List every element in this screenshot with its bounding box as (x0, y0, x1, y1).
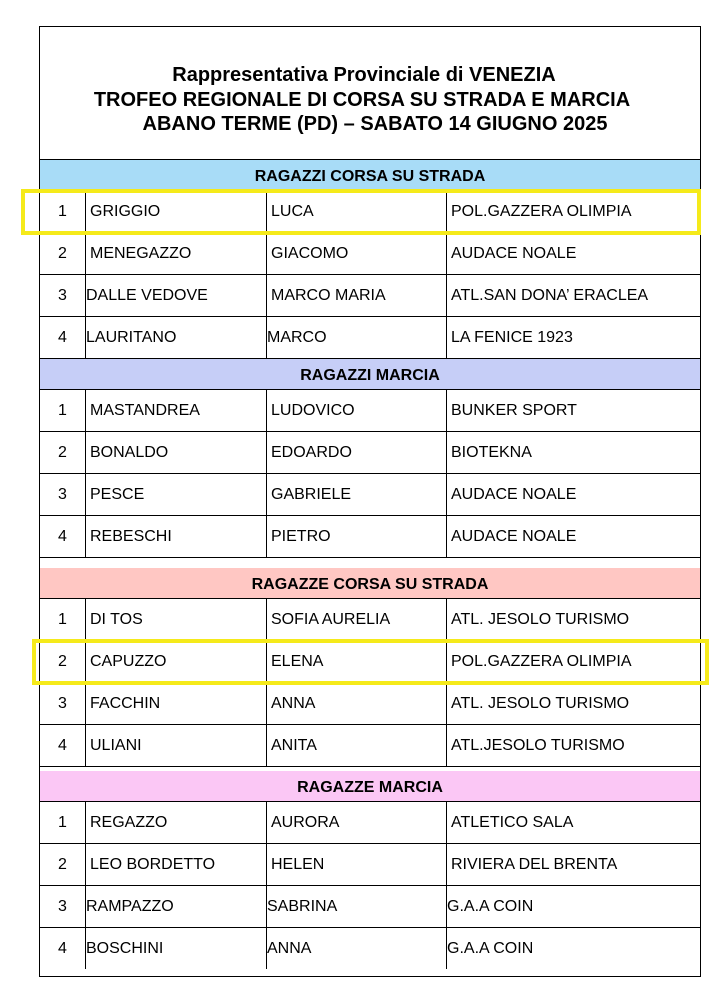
table-row (40, 599, 700, 641)
athlete-number: 2 (40, 432, 86, 473)
table-row (40, 233, 700, 275)
athlete-name: EDOARDO (267, 432, 447, 473)
athlete-number: 4 (40, 317, 86, 358)
athlete-number: 4 (40, 928, 86, 969)
athlete-number: 2 (40, 233, 86, 274)
athlete-name: GIACOMO (267, 233, 447, 274)
athlete-name: ELENA (267, 641, 447, 682)
athlete-name: AURORA (267, 802, 447, 843)
athlete-club: AUDACE NOALE (451, 486, 577, 503)
athlete-surname: MENEGAZZO (86, 233, 267, 274)
table-row (40, 641, 700, 683)
table-row (40, 275, 700, 317)
table-row (40, 390, 700, 432)
athlete-surname: MASTANDREA (86, 390, 267, 431)
table-row (40, 191, 700, 233)
section-header: RAGAZZE CORSA SU STRADA (40, 568, 700, 599)
athlete-name: LUDOVICO (267, 390, 447, 431)
athlete-number: 3 (40, 886, 86, 927)
athlete-number: 2 (40, 641, 86, 682)
athlete-surname: DALLE VEDOVE (86, 275, 267, 316)
athlete-number: 1 (40, 390, 86, 431)
athlete-name: ANNA (267, 683, 447, 724)
athlete-surname: GRIGGIO (86, 191, 267, 232)
athlete-name: MARCO MARIA (267, 275, 447, 316)
athlete-club: AUDACE NOALE (451, 528, 577, 545)
athlete-name: MARCO (267, 317, 447, 358)
table-row (40, 432, 700, 474)
athlete-club: POL.GAZZERA OLIMPIA (451, 653, 632, 670)
athlete-number: 3 (40, 683, 86, 724)
athlete-surname: LEO BORDETTO (86, 844, 267, 885)
athlete-number: 1 (40, 599, 86, 640)
athlete-club: POL.GAZZERA OLIMPIA (451, 203, 632, 220)
athlete-surname: RAMPAZZO (86, 886, 267, 927)
athlete-surname: ULIANI (86, 725, 267, 766)
header-title-line-2: TROFEO REGIONALE DI CORSA SU STRADA E MARCIA (93, 89, 631, 111)
document-header (40, 27, 700, 160)
table-row (40, 516, 700, 558)
athlete-surname: DI TOS (86, 599, 267, 640)
athlete-number: 1 (40, 191, 86, 232)
athlete-surname: LAURITANO (86, 317, 267, 358)
athlete-club: BIOTEKNA (451, 444, 532, 461)
section-header: RAGAZZI MARCIA (40, 359, 700, 390)
athlete-surname: REBESCHI (86, 516, 267, 557)
table-row (40, 474, 700, 516)
athlete-club: G.A.A COIN (447, 898, 534, 915)
section-header: RAGAZZI CORSA SU STRADA (40, 160, 700, 191)
table-row (40, 886, 700, 928)
table-row (40, 928, 700, 970)
athlete-name: PIETRO (267, 516, 447, 557)
athlete-name: ANITA (267, 725, 447, 766)
athlete-club: LA FENICE 1923 (451, 329, 573, 346)
athlete-number: 3 (40, 275, 86, 316)
athlete-number: 3 (40, 474, 86, 515)
athlete-surname: BOSCHINI (86, 928, 267, 969)
header-title-line-3: ABANO TERME (PD) – SABATO 14 GIUGNO 2025 (142, 113, 608, 135)
section-header: RAGAZZE MARCIA (40, 771, 700, 802)
athlete-club: ATL.JESOLO TURISMO (451, 737, 625, 754)
table-row (40, 725, 700, 767)
athlete-number: 1 (40, 802, 86, 843)
athlete-club: G.A.A COIN (447, 940, 534, 957)
athlete-surname: FACCHIN (86, 683, 267, 724)
athlete-name: HELEN (267, 844, 447, 885)
athlete-name: GABRIELE (267, 474, 447, 515)
athlete-club: ATL.SAN DONA’ ERACLEA (451, 287, 649, 304)
athlete-name: SABRINA (267, 886, 447, 927)
athlete-club: RIVIERA DEL BRENTA (451, 856, 618, 873)
athlete-surname: CAPUZZO (86, 641, 267, 682)
athlete-surname: BONALDO (86, 432, 267, 473)
athlete-surname: REGAZZO (86, 802, 267, 843)
athlete-club: ATL. JESOLO TURISMO (451, 611, 630, 628)
athlete-number: 4 (40, 516, 86, 557)
table-row (40, 844, 700, 886)
athlete-club: BUNKER SPORT (451, 402, 577, 419)
athlete-name: ANNA (267, 928, 447, 969)
athlete-club: AUDACE NOALE (451, 245, 577, 262)
athlete-name: SOFIA AURELIA (267, 599, 447, 640)
table-row (40, 683, 700, 725)
athlete-number: 4 (40, 725, 86, 766)
table-row (40, 317, 700, 359)
roster-sheet (39, 26, 701, 977)
athlete-name: LUCA (267, 191, 447, 232)
table-row (40, 802, 700, 844)
athlete-surname: PESCE (86, 474, 267, 515)
header-title-line-1: Rappresentativa Provinciale di VENEZIA (172, 64, 556, 86)
athlete-number: 2 (40, 844, 86, 885)
athlete-club: ATL. JESOLO TURISMO (451, 695, 630, 712)
athlete-club: ATLETICO SALA (451, 814, 574, 831)
